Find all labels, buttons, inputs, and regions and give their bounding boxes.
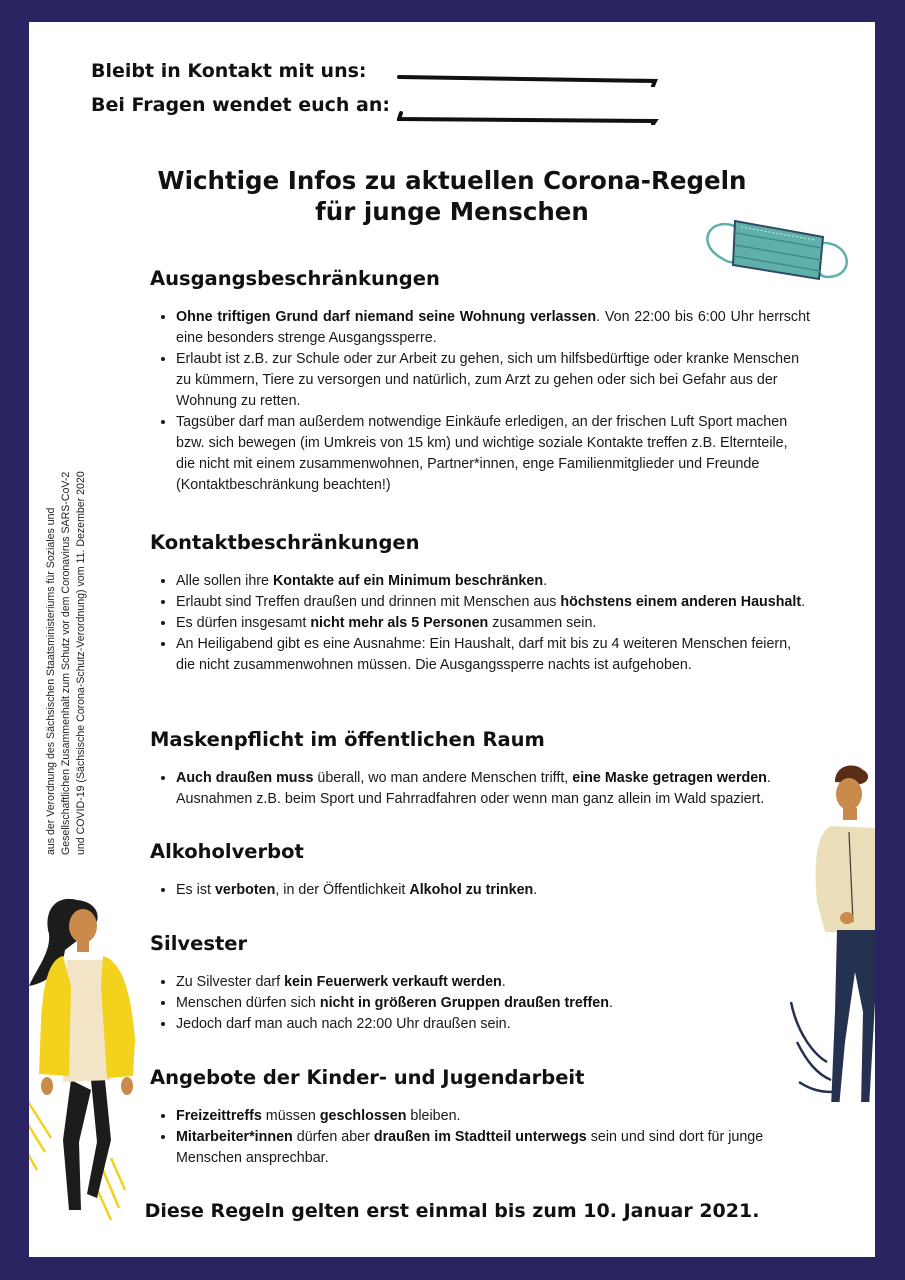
section-heading: Angebote der Kinder- und Jugendarbeit	[150, 1066, 585, 1089]
closing-note: Diese Regeln gelten erst einmal bis zum 10. Januar 2021.	[144, 1200, 760, 1222]
bullet-list	[150, 1106, 810, 1169]
list-item: • Tagsüber darf man außerdem notwendige Einkäufe erledigen, an der frischen Luft Sport machen bzw. sich bewegen (im Umkreis von 15 km) und wichtige soziale Kontakte treffen z.B. Elternteile, die nicht mit einem zusammenwohnen, Partner*innen, enge Familienmitglieder und Freunde (Kontaktbeschränkung beachten!)	[176, 412, 810, 496]
list-item: • Es dürfen insgesamt nicht mehr als 5 Personen zusammen sein.	[176, 613, 810, 634]
woman-illustration	[29, 890, 137, 1225]
bullet-list	[150, 972, 810, 1035]
list-item: • Alle sollen ihre Kontakte auf ein Minimum beschränken.	[176, 571, 810, 592]
section-heading: Alkoholverbot	[150, 840, 304, 863]
bullet-list	[150, 571, 810, 676]
list-item: • Erlaubt sind Treffen draußen und drinnen mit Menschen aus höchstens einem anderen Haushalt.	[176, 592, 810, 613]
list-item: • Mitarbeiter*innen dürfen aber draußen im Stadtteil unterwegs sein und sind dort für junge Menschen ansprechbar.	[176, 1127, 810, 1169]
list-item: • Auch draußen muss überall, wo man andere Menschen trifft, eine Maske getragen werden. Ausnahmen z.B. beim Sport und Fahrradfahren oder wenn man ganz allein im Wald spaziert.	[176, 768, 810, 810]
list-item: • Es ist verboten, in der Öffentlichkeit Alkohol zu trinken.	[176, 880, 810, 901]
section-heading: Maskenpflicht im öffentlichen Raum	[150, 728, 545, 751]
section-ausgang	[150, 267, 810, 496]
man-illustration	[777, 762, 875, 1102]
section-jugend	[150, 1066, 810, 1169]
section-heading: Kontaktbeschränkungen	[150, 531, 420, 554]
source-note: aus der Verordnung des Sächsischen Staatsministeriums für Soziales und Gesellschaftlichen Zusammenhalt zum Schutz vor dem Coronavirus SARS-CoV-2 und COVID-19 (Sächsische Corona-Schutz-Verordnung) vom 11. Dezember 2020	[45, 471, 87, 855]
list-item: • An Heiligabend gibt es eine Ausnahme: Ein Haushalt, darf mit bis zu 4 weiteren Menschen feiern, die nicht zusammenwohnen müssen. Die Ausgangssperre nachts ist aufgehoben.	[176, 634, 810, 676]
list-item: • Freizeittreffs müssen geschlossen bleiben.	[176, 1106, 810, 1127]
list-item: • Jedoch darf man auch nach 22:00 Uhr draußen sein.	[176, 1014, 810, 1035]
bullet-list	[150, 768, 810, 810]
section-alkohol	[150, 840, 810, 901]
contact-questions: Bei Fragen wendet euch an:	[91, 94, 390, 116]
list-item: • Erlaubt ist z.B. zur Schule oder zur Arbeit zu gehen, sich um hilfsbedürftige oder kranke Menschen zu kümmern, Tiere zu versorgen und natürlich, zum Arzt zu gehen oder sich bei Gefahr aus der Wohnung zu retten.	[176, 349, 810, 412]
flyer-page	[29, 22, 875, 1257]
section-heading: Silvester	[150, 932, 248, 955]
list-item: • Menschen dürfen sich nicht in größeren Gruppen draußen treffen.	[176, 993, 810, 1014]
title-line-2: für junge Menschen	[315, 197, 589, 226]
list-item: • Zu Silvester darf kein Feuerwerk verkauft werden.	[176, 972, 810, 993]
contact-stay-in-touch: Bleibt in Kontakt mit uns:	[91, 60, 367, 82]
title-line-1: Wichtige Infos zu aktuellen Corona-Regeln	[157, 166, 747, 195]
bullet-list	[150, 880, 810, 901]
section-silvester	[150, 932, 810, 1035]
section-maske	[150, 728, 810, 810]
list-item: • Ohne triftigen Grund darf niemand seine Wohnung verlassen. Von 22:00 bis 6:00 Uhr herrscht eine besonders strenge Ausgangssperre.	[176, 307, 810, 349]
contact-fill-line-1[interactable]	[397, 73, 659, 87]
contact-fill-line-2[interactable]	[397, 111, 659, 125]
section-kontakt	[150, 531, 810, 676]
section-heading: Ausgangsbeschränkungen	[150, 267, 440, 290]
bullet-list	[150, 307, 810, 496]
